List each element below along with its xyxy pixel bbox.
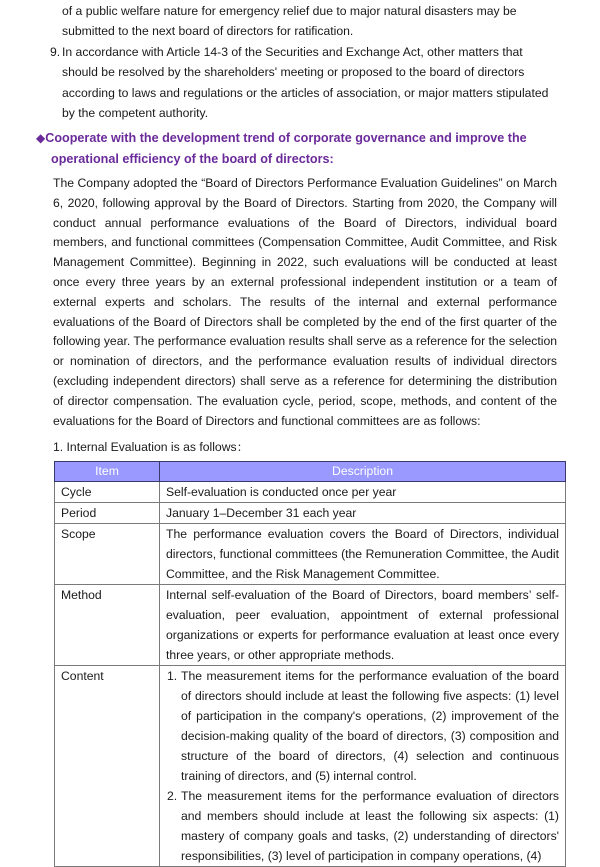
cell-item: Content [55, 666, 160, 867]
list-item-text: In accordance with Article 14-3 of the Securities and Exchange Act, other matters that should be resolved by the shareholders' meeting or proposed to the board of directors according to laws and regulations or the articles of association, or major matters stipulated by the competent authority. [62, 45, 549, 121]
content-item-text: The measurement items for the performance evaluation of the board of directors should include at least the following five aspects: (1) level of participation in the company's operations, (2) improvement of the decision-making quality of the board of directors, (3) composition and structure of the board of directors, (4) selection and continuous training of directors, and (5) internal control. [181, 669, 559, 783]
cell-description: Internal self-evaluation of the Board of Directors, board members’ self-evaluation, peer evaluation, appointment of external professional organizations or experts for performance evaluation at least once every three years, or other appropriate methods. [160, 585, 566, 666]
text-line: submitted to the next board of directors for ratification. [62, 24, 354, 38]
cell-item: Period [55, 503, 160, 524]
list-number: 2. [167, 789, 178, 803]
table-row-cycle [55, 482, 566, 503]
table-row-scope [55, 524, 566, 585]
cell-item: Method [55, 585, 160, 666]
cell-description: January 1–December 31 each year [160, 503, 566, 524]
internal-evaluation-subheading: 1. Internal Evaluation is as follows： [53, 440, 249, 454]
item8-continuation [62, 1, 562, 41]
section-heading [36, 128, 566, 170]
content-list-item [166, 666, 559, 786]
heading-line-2: operational efficiency of the board of directors: [51, 152, 334, 166]
internal-evaluation-table [54, 461, 566, 867]
cell-description: Self-evaluation is conducted once per year [160, 482, 566, 503]
cell-item: Scope [55, 524, 160, 585]
table-row-method [55, 585, 566, 666]
heading-line-1: Cooperate with the development trend of corporate governance and improve the [45, 131, 527, 145]
list-number: 9. [50, 45, 61, 59]
table-row-content [55, 666, 566, 867]
cell-description: The performance evaluation covers the Board of Directors, individual directors, functional committees (the Remuneration Committee, the Audit Committee, and the Risk Management Committee. [160, 524, 566, 585]
cell-item: Cycle [55, 482, 160, 503]
cell-description [160, 666, 566, 867]
table-row-period [55, 503, 566, 524]
text-line: of a public welfare nature for emergency relief due to major natural disasters may be [62, 4, 517, 18]
diamond-bullet-icon: ◆ [36, 131, 46, 145]
column-header-item: Item [55, 462, 160, 482]
content-item-text: The measurement items for the performance evaluation of directors and members should include at least the following six aspects: (1) mastery of company goals and tasks, (2) understanding of directors' responsibilities, (3) level of participation in company operations, (4) [181, 789, 559, 863]
list-number: 1. [167, 669, 178, 683]
body-paragraph: The Company adopted the “Board of Directors Performance Evaluation Guidelines” on March 6, 2020, following approval by the Board of Directors. Starting from 2020, the Company will conduct annual performance evaluations of the Board of Directors, individual board members, and functional committees (Compensation Committee, Audit Committee, and Risk Management Committee). Beginning in 2022, such evaluations will be conducted at least once every three years by an external professional independent institution or a team of external experts and scholars. The results of the internal and external performance evaluations of the Board of Directors shall be completed by the end of the first quarter of the following year. The performance evaluation results shall serve as a reference for the selection or nomination of directors, and the performance evaluation results of individual directors (excluding independent directors) shall serve as a reference for determining the distribution of director compensation. The evaluation cycle, period, scope, methods, and content of the evaluations for the Board of Directors and functional committees are as follows: [53, 176, 557, 428]
column-header-description: Description [160, 462, 566, 482]
content-list-item [166, 786, 559, 866]
table-header-row [55, 462, 566, 482]
content-list [166, 666, 559, 866]
